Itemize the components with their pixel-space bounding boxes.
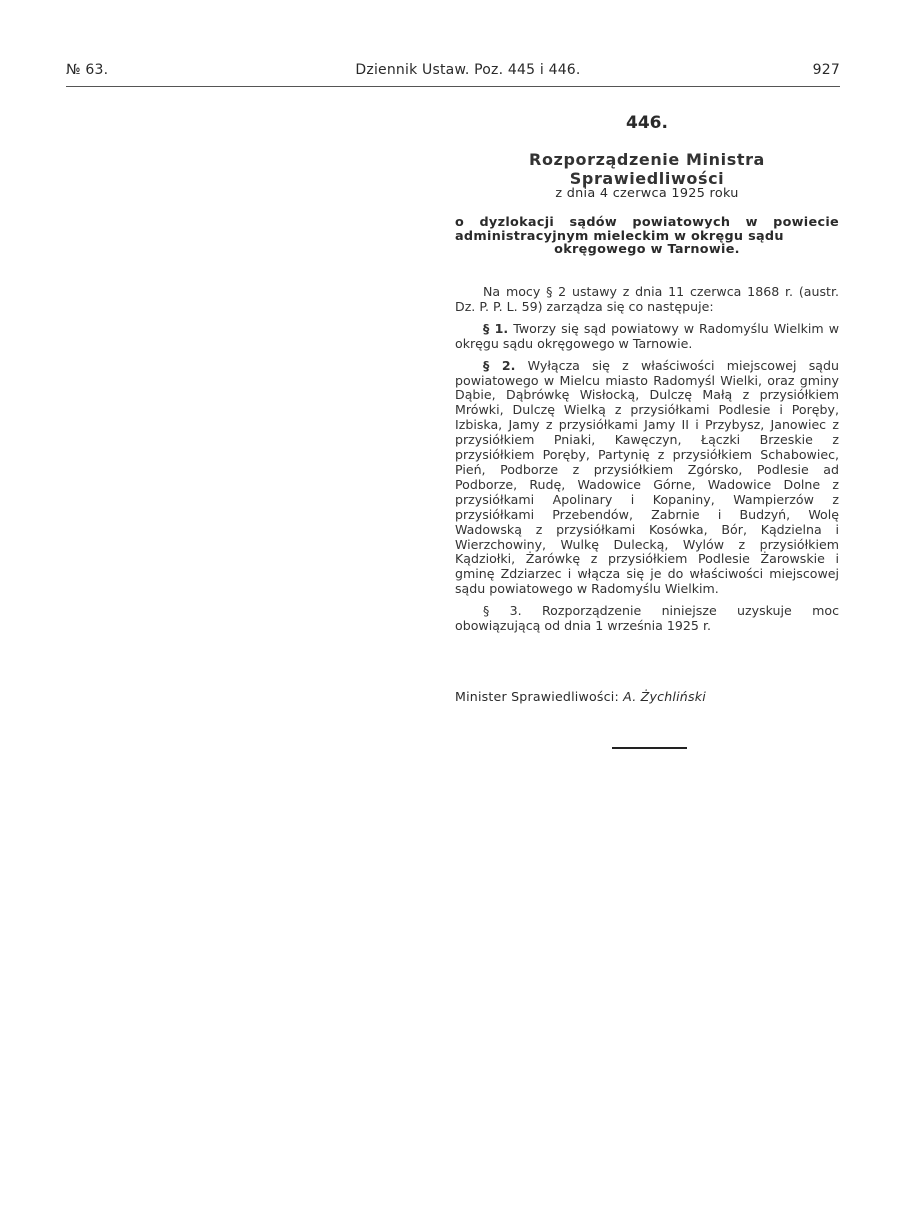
section-2 (455, 359, 839, 598)
page-number: 927 (812, 62, 840, 78)
position-number: 446. (626, 113, 668, 133)
page-header (66, 62, 840, 82)
end-rule (612, 747, 687, 749)
section-3-text: Rozporządzenie niniejsze uzyskuje moc obowiązującą od dnia 1 września 1925 r. (455, 603, 839, 634)
signature (455, 689, 706, 704)
section-1 (455, 322, 839, 352)
section-1-text: Tworzy się sąd powiatowy w Radomyślu Wielkim w okręgu sądu okręgowego w Tarnowie. (455, 320, 839, 351)
document-title: Rozporządzenie Ministra Sprawiedliwości (529, 150, 765, 188)
section-2-mark: § 2. (483, 357, 516, 373)
header-rule (66, 86, 840, 87)
running-title: Dziennik Ustaw. Poz. 445 i 446. (355, 62, 581, 78)
subject (455, 216, 839, 257)
subject-line-2: okręgowego w Tarnowie. (554, 242, 740, 257)
section-2-text: Wyłącza się z właściwości miejscowej sądu powiatowego w Mielcu miasto Radomyśl Wielki, oraz gminy Dąbie, Dąbrówkę Wisłocką, Dulczę Małą z przysiółkiem Mrówki, Dulczę Wielką z przysiółkami Podlesie i Poręby, Izbiska, Jamy z przysiółkami Jamy II i Przybysz, Janowiec z przysiółkiem Pniaki, Kawęczyn, Łączki Brzeskie z przysiółkiem Poręby, Partynię z przysiółkiem Schabowiec, Pień, Podborze z przysiółkiem Zgórsko, Podlesie ad Podborze, Rudę, Wadowice Górne, Wadowice Dolne z przysiółkami Apolinary i Kopaniny, Wampierzów z przysiółkami Przebendów, Zabrnie i Budzyń, Wolę Wadowską z przysiółkami Kosówka, Bór, Kądzielna i Wierzchowiny, Wulkę Dulecką, Wylów z przysiółkiem Kądziołki, Żarówkę z przysiółkiem Podlesie Żarowskie i gminę Zdziarzec i włącza się je do właściwości miejscowej sądu powiatowego w Radomyślu Wielkim. (455, 357, 839, 597)
preamble: Na mocy § 2 ustawy z dnia 11 czerwca 1868 r. (austr. Dz. P. P. L. 59) zarządza się co następuje: (455, 284, 839, 314)
body-column (455, 285, 839, 634)
issue-number: № 63. (66, 62, 109, 78)
subject-line-1: o dyzlokacji sądów powiatowych w powiecie administracyjnym mieleckim w okręgu sądu (455, 215, 839, 244)
section-1-mark: § 1. (483, 320, 509, 336)
date-line: z dnia 4 czerwca 1925 roku (555, 186, 739, 201)
signature-label: Minister Sprawiedliwości: (455, 689, 619, 704)
section-3-mark: § 3. (483, 603, 522, 619)
section-3 (455, 604, 839, 634)
signature-name: A. Żychliński (623, 689, 706, 704)
